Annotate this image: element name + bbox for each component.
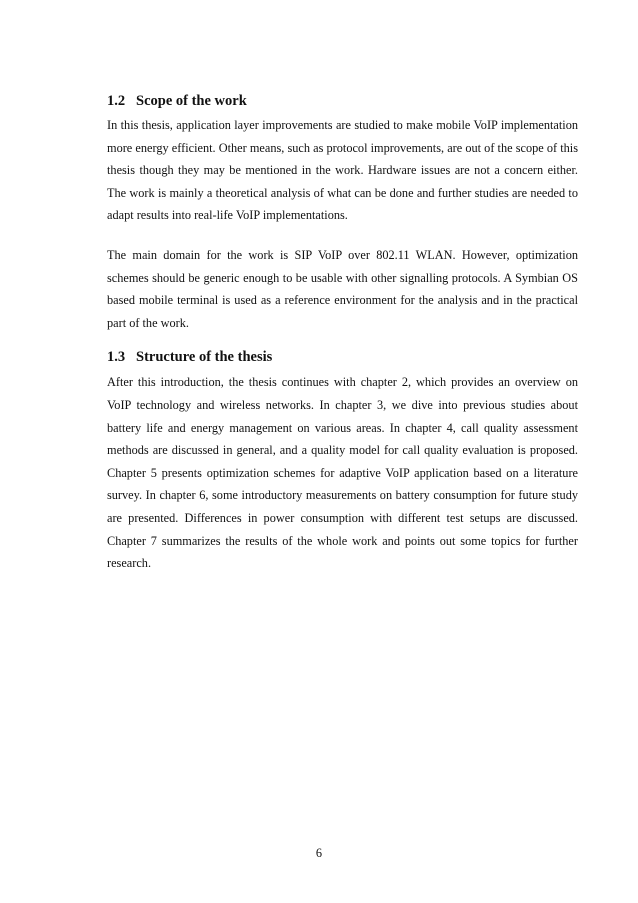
section-heading-scope <box>107 92 578 110</box>
paragraph-structure-1: After this introduction, the thesis continues with chapter 2, which provides an overview on VoIP technology and wireless networks. In chapter 3, we dive into previous studies about battery life and energy management on various areas. In chapter 4, call quality assessment methods are discussed in general, and a quality model for call quality evaluation is proposed. Chapter 5 presents optimization schemes for adaptive VoIP application based on a literature survey. In chapter 6, some introductory measurements on battery consumption for future study are presented. Differences in power consumption with different test setups are discussed. Chapter 7 summarizes the results of the whole work and points out some topics for further research. <box>107 375 578 571</box>
paragraph-scope-1: In this thesis, application layer improvements are studied to make mobile VoIP implementation more energy efficient. Other means, such as protocol improvements, are out of the scope of this thesis though they may be mentioned in the work. Hardware issues are not a concern either. The work is mainly a theoretical analysis of what can be done and further studies are needed to adapt results into real-life VoIP implementations. <box>107 118 578 223</box>
section-title: Structure of the thesis <box>136 349 273 366</box>
section-number: 1.2 <box>107 93 126 109</box>
page-number: 6 <box>315 846 323 860</box>
page-content <box>107 92 578 575</box>
paragraph-scope-2: The main domain for the work is SIP VoIP over 802.11 WLAN. However, optimization schemes should be generic enough to be usable with other signalling protocols. A Symbian OS based mobile terminal is used as a reference environment for the analysis and in the practical part of the work. <box>107 247 578 330</box>
section-title: Scope of the work <box>136 93 247 109</box>
section-heading-structure <box>107 348 578 366</box>
section-number: 1.3 <box>107 349 126 366</box>
